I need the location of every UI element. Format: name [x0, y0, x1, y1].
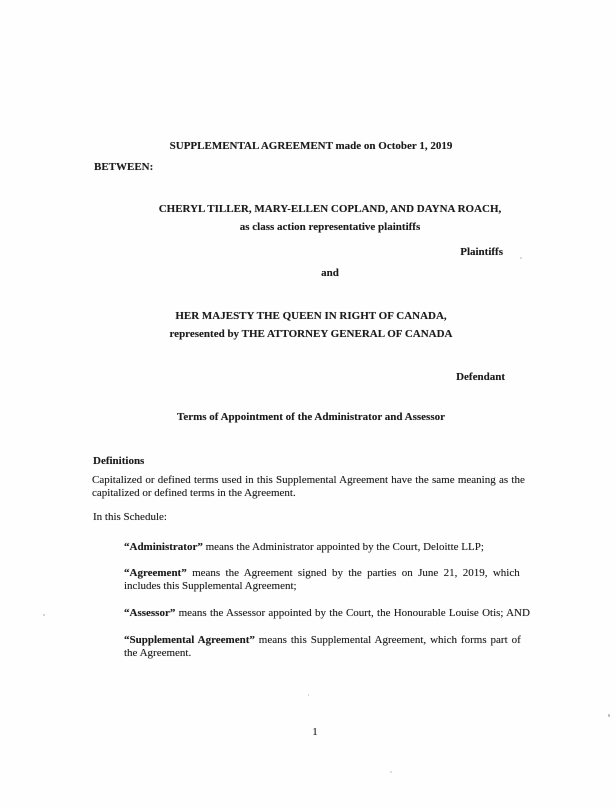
defendant-label: Defendant — [456, 371, 505, 383]
between-label: BETWEEN: — [94, 161, 154, 173]
definition-line — [124, 567, 530, 580]
plaintiffs-label: Plaintiffs — [460, 246, 503, 258]
definition-text: means this Supplemental Agreement, which forms part of — [254, 634, 521, 646]
definition-agreement — [124, 567, 530, 593]
scan-speck — [520, 257, 522, 259]
definition-text: means the Assessor appointed by the Court, the Honourable Louise Otis; AND — [175, 607, 530, 619]
definitions-intro — [92, 474, 530, 500]
document-title: SUPPLEMENTAL AGREEMENT made on October 1, 2019 — [169, 140, 453, 152]
plaintiff-names: CHERYL TILLER, MARY-ELLEN COPLAND, AND DAYNA ROACH, — [158, 203, 502, 215]
page-number: 1 — [312, 726, 318, 738]
document-subtitle: Terms of Appointment of the Administrator and Assessor — [177, 411, 445, 423]
and-separator: and — [321, 267, 339, 279]
definition-term: “Assessor” — [124, 607, 176, 619]
defendant-representation: represented by THE ATTORNEY GENERAL OF CANADA — [169, 328, 453, 340]
scan-speck — [308, 694, 309, 696]
definition-text: means the Administrator appointed by the Court, Deloitte LLP; — [202, 541, 484, 553]
scan-speck — [43, 614, 45, 616]
definition-term: “Administrator” — [124, 541, 203, 553]
definitions-intro-line-2: capitalized or defined terms in the Agreement. — [92, 487, 296, 499]
definition-line: includes this Supplemental Agreement; — [124, 580, 297, 592]
definition-term: “Supplemental Agreement” — [124, 634, 255, 646]
schedule-lead: In this Schedule: — [93, 511, 167, 523]
definitions-intro-line-1: Capitalized or defined terms used in this Supplemental Agreement have the same meaning as the — [92, 474, 525, 486]
definition-line — [124, 607, 530, 620]
definition-line: the Agreement. — [124, 647, 192, 659]
definitions-heading: Definitions — [93, 455, 145, 467]
definition-line — [124, 541, 530, 554]
definition-administrator — [124, 541, 530, 554]
plaintiff-role: as class action representative plaintiffs — [239, 221, 421, 233]
defendant-name: HER MAJESTY THE QUEEN IN RIGHT OF CANADA, — [175, 310, 447, 322]
definition-text: means the Agreement signed by the parties on June 21, 2019, which — [186, 567, 520, 579]
definition-supplemental-agreement — [124, 634, 530, 660]
definition-line — [124, 634, 530, 647]
scan-speck — [390, 771, 392, 773]
definition-assessor — [124, 607, 530, 620]
definition-term: “Agreement” — [124, 567, 187, 579]
scan-speck — [608, 714, 610, 717]
